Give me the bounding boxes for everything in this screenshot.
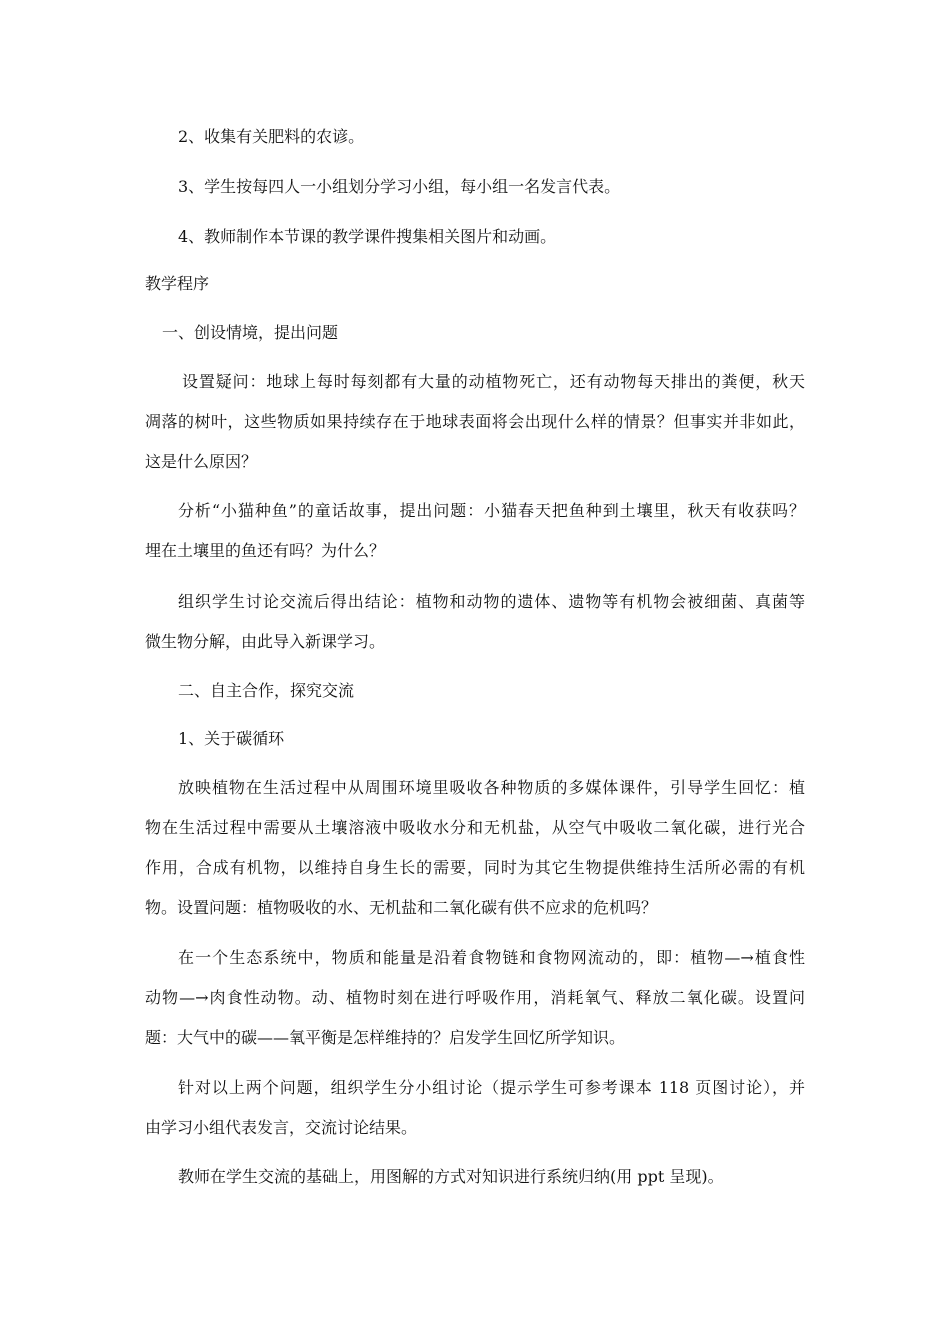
- part-two-para1-line2: 物在生活过程中需要从土壤溶液中吸收水分和无机盐，从空气中吸收二氧化碳，进行光合: [145, 818, 805, 837]
- part-two-para1-line4: 物。设置问题：植物吸收的水、无机盐和二氧化碳有供不应求的危机吗？: [145, 898, 658, 917]
- part-one-para1-line1: 设置疑问：地球上每时每刻都有大量的动植物死亡，还有动物每天排出的粪便，秋天: [182, 372, 805, 391]
- part-two-para3-line2: 由学习小组代表发言，交流讨论结果。: [145, 1118, 418, 1137]
- part-two-para4-line1: 教师在学生交流的基础上，用图解的方式对知识进行系统归纳(用 ppt 呈现)。: [178, 1167, 724, 1186]
- part-one-para1-line2: 凋落的树叶，这些物质如果持续存在于地球表面将会出现什么样的情景？但事实并非如此，: [145, 412, 805, 431]
- part-one-para3-line1: 组织学生讨论交流后得出结论：植物和动物的遗体、遗物等有机物会被细菌、真菌等: [178, 592, 805, 611]
- part-two-para2-line2: 动物—→肉食性动物。动、植物时刻在进行呼吸作用，消耗氧气、释放二氧化碳。设置问: [145, 988, 805, 1007]
- part-two-para2-line1: 在一个生态系统中，物质和能量是沿着食物链和食物网流动的，即：植物—→植食性: [178, 948, 805, 967]
- part-one-para2-line2: 埋在土壤里的鱼还有吗？为什么？: [145, 541, 386, 560]
- section-title: 教学程序: [145, 274, 210, 293]
- part-two-para1-line3: 作用，合成有机物，以维持自身生长的需要，同时为其它生物提供维持生活所必需的有机: [145, 858, 805, 877]
- list-item-4: 4、教师制作本节课的教学课件搜集相关图片和动画。: [178, 227, 557, 246]
- list-item-2: 2、收集有关肥料的农谚。: [178, 127, 365, 146]
- part-one-para1-line3: 这是什么原因？: [145, 452, 258, 471]
- part-two-para1-line1: 放映植物在生活过程中从周围环境里吸收各种物质的多媒体课件，引导学生回忆：植: [178, 778, 805, 797]
- part-two-para2-line3: 题：大气中的碳——氧平衡是怎样维持的？启发学生回忆所学知识。: [145, 1028, 626, 1047]
- part-one-para2-line1: 分析“小猫种鱼”的童话故事，提出问题：小猫春天把鱼种到土壤里，秋天有收获吗？: [178, 501, 805, 520]
- part-one-heading: 一、创设情境，提出问题: [162, 323, 339, 342]
- part-two-heading: 二、自主合作，探究交流: [178, 681, 355, 700]
- part-one-para3-line2: 微生物分解，由此导入新课学习。: [145, 632, 386, 651]
- part-two-para3-line1: 针对以上两个问题，组织学生分小组讨论（提示学生可参考课本 118 页图讨论），并: [178, 1078, 805, 1097]
- part-two-subheading: 1、关于碳循环: [178, 729, 285, 748]
- list-item-3: 3、学生按每四人一小组划分学习小组，每小组一名发言代表。: [178, 177, 621, 196]
